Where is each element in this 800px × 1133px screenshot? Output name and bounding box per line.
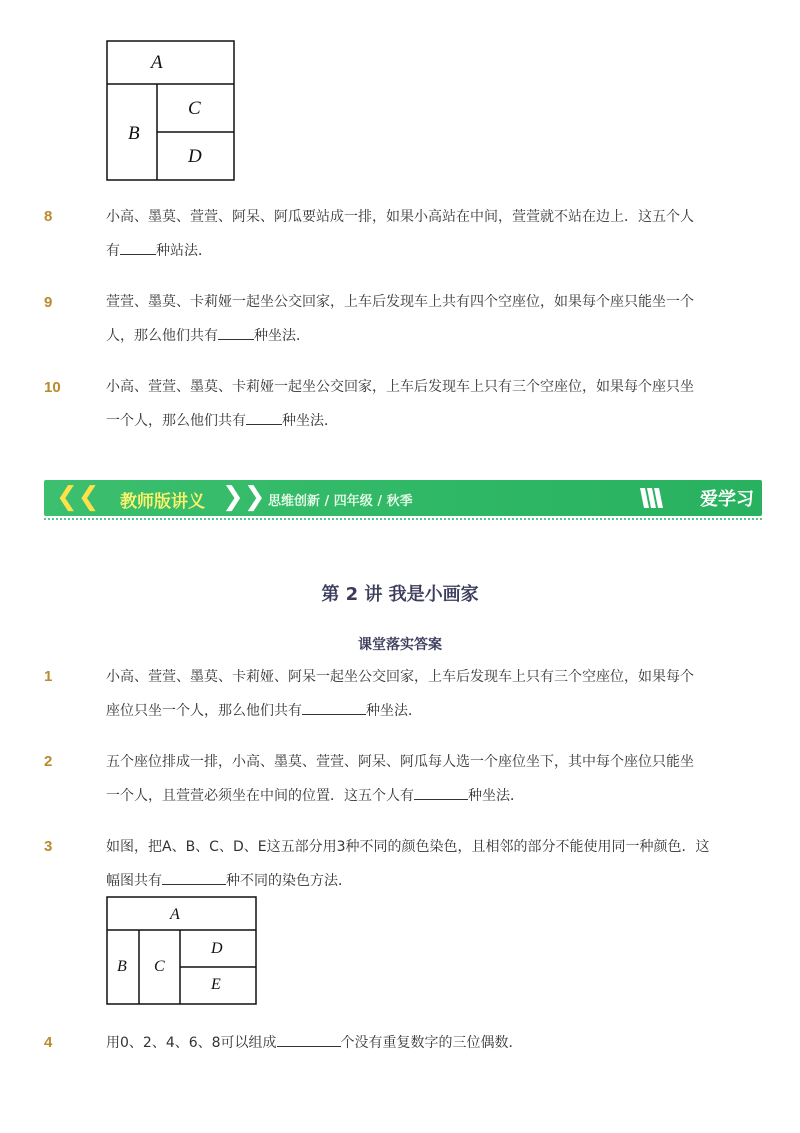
answer-blank[interactable] [218,325,254,340]
question-line: 小高、萱萱、墨莫、卡莉娅、阿呆一起坐公交回家，上车后发现车上只有三个空座位，如果每个 [106,669,694,685]
question-line [106,1026,716,1060]
text: 一个人，那么他们共有 [106,413,246,429]
question-text [106,200,716,268]
figure-2-label-b: B [117,958,127,975]
question-text [106,370,716,438]
figure-2-diagram [106,896,258,1006]
text: 人，那么他们共有 [106,328,218,344]
lesson-title: 第 2 讲 我是小画家 [321,584,479,605]
question-number: 4 [44,1034,53,1051]
brand-logo-icon [640,486,666,510]
question-line: 五个座位排成一排，小高、墨莫、萱萱、阿呆、阿瓜每人选一个座位坐下，其中每个座位只能坐 [106,754,694,770]
figure-2-label-c: C [154,958,165,975]
double-chevron-right-icon: ❯❯ [222,482,266,512]
question-number: 3 [44,838,53,855]
text: 幅图共有 [106,873,162,889]
brand-name: 爱学习 [700,489,754,510]
figure-1-label-b: B [128,123,140,144]
answer-blank[interactable] [120,240,156,255]
banner-dotted-divider [44,518,762,520]
text: 种坐法． [366,703,422,719]
question-number: 8 [44,208,53,225]
question-text [106,285,716,353]
question-text [106,745,716,813]
question-line [106,234,716,268]
figure-2-label-d: D [211,940,223,957]
text: 种站法． [156,243,212,259]
banner-title: 教师版讲义 [120,492,205,512]
double-chevron-left-icon: ❮❮ [56,482,100,512]
text: 用0、2、4、6、8可以组成 [106,1035,277,1051]
question-text [106,1026,716,1060]
answer-blank[interactable] [302,700,366,715]
banner-subtitle: 思维创新 / 四年级 / 秋季 [268,494,413,509]
text: 有 [106,243,120,259]
figure-2-label-a: A [170,906,180,923]
text: 种坐法． [468,788,524,804]
figure-1-label-d: D [188,146,202,167]
question-line [106,694,716,728]
text: 座位只坐一个人，那么他们共有 [106,703,302,719]
question-line [106,779,716,813]
text: 一个人，且萱萱必须坐在中间的位置．这五个人有 [106,788,414,804]
question-number: 2 [44,753,53,770]
question-line: 小高、萱萱、墨莫、卡莉娅一起坐公交回家，上车后发现车上只有三个空座位，如果每个座只坐 [106,379,694,395]
figure-2-label-e: E [211,976,221,993]
text: 种坐法． [282,413,338,429]
text: 种不同的染色方法． [226,873,352,889]
question-line: 小高、墨莫、萱萱、阿呆、阿瓜要站成一排，如果小高站在中间，萱萱就不站在边上．这五个人 [106,209,694,225]
figure-1-label-a: A [151,52,163,73]
text: 个没有重复数字的三位偶数． [340,1035,523,1051]
answer-blank[interactable] [162,870,226,885]
answer-blank[interactable] [246,410,282,425]
figure-1-diagram [106,40,236,182]
question-text [106,660,716,728]
figure-1-label-c: C [188,98,201,119]
question-number: 1 [44,668,53,685]
question-number: 9 [44,294,53,311]
question-line [106,404,716,438]
answer-blank[interactable] [414,785,468,800]
question-line [106,864,716,898]
teacher-edition-banner [44,480,762,516]
question-line: 如图，把A、B、C、D、E这五部分用3种不同的颜色染色，且相邻的部分不能使用同一种颜色．这 [106,839,710,855]
section-subtitle: 课堂落实答案 [358,637,442,653]
question-line [106,319,716,353]
question-text [106,830,716,898]
question-line: 萱萱、墨莫、卡莉娅一起坐公交回家，上车后发现车上共有四个空座位，如果每个座只能坐一个 [106,294,694,310]
text: 种坐法． [254,328,310,344]
question-number: 10 [44,379,61,396]
answer-blank[interactable] [277,1032,341,1047]
